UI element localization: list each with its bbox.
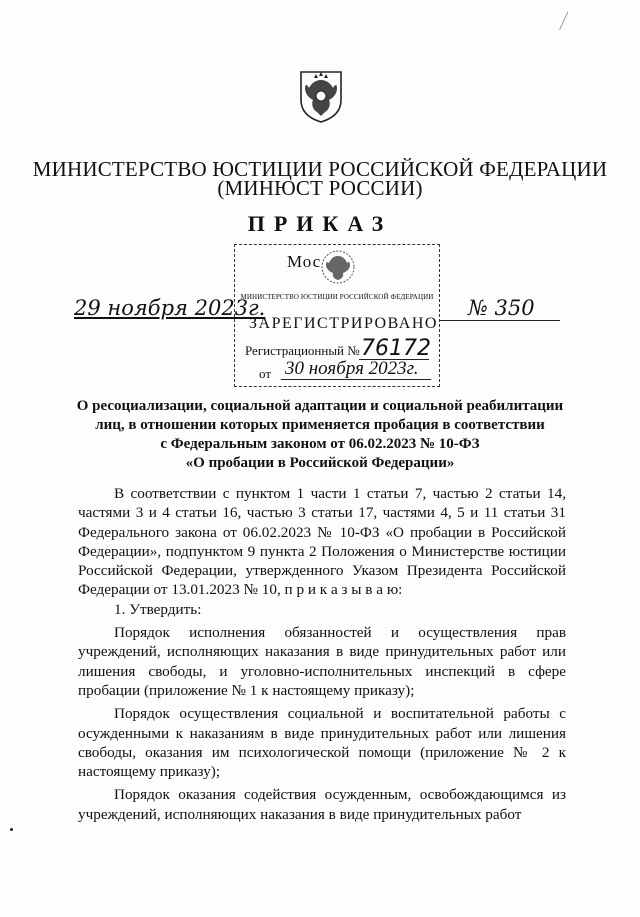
document-type: ПРИКАЗ <box>247 211 393 236</box>
seal-icon <box>318 248 358 286</box>
margin-dot <box>10 828 13 831</box>
order-body <box>78 484 566 824</box>
stamp-number-label: Регистрационный № <box>245 343 360 358</box>
stamp-organization: МИНИСТЕРСТВО ЮСТИЦИИ РОССИЙСКОЙ ФЕДЕРАЦИИ <box>240 293 434 301</box>
stamp-date-value: 30 ноября 2023г. <box>285 358 419 379</box>
order-date: 29 ноября 2023г. <box>74 296 266 320</box>
pen-mark <box>559 11 574 32</box>
number-underline <box>440 320 560 321</box>
list-item-paragraph: Порядок осуществления социальной и воспитательной работы с осужденными к наказаниям в виде принудительных работ или лишения свободы, оказания им психологической помощи (приложение № 2 к настоящему приказу); <box>78 705 566 781</box>
order-number: № 350 <box>468 296 535 320</box>
title-line: с Федеральным законом от 06.02.2023 № 10-ФЗ <box>160 436 480 452</box>
coat-of-arms-icon <box>297 70 345 124</box>
stamp-date-prefix: от <box>259 366 272 381</box>
ministry-short-name: (МИНЮСТ РОССИИ) <box>217 176 423 200</box>
title-line: О ресоциализации, социальной адаптации и социальной реабилитации <box>76 398 564 414</box>
registration-stamp <box>234 244 440 387</box>
ministry-name: МИНИСТЕРСТВО ЮСТИЦИИ РОССИЙСКОЙ ФЕДЕРАЦИИ <box>32 157 608 181</box>
list-item-paragraph: Порядок оказания содействия осужденным, освобождающимся из учреждений, исполняющих наказания в виде принудительных работ <box>78 786 566 823</box>
title-line: «О пробации в Российской Федерации» <box>185 455 455 471</box>
stamp-city: Мос <box>287 252 322 271</box>
preamble-paragraph: В соответствии с пунктом 1 части 1 статьи 7, частью 2 статьи 14, частями 3 и 4 статьи 16, частью 3 статьи 17, частями 4, 5 и 11 статьи 31 Федерального закона от 06.02.2023 № 10-ФЗ «О пробации в Российской Федерации», подпунктом 9 пункта 2 Положения о Министерстве юстиции Российской Федерации, утвержденного Указом Президента Российской Федерации от 13.01.2023 № 10, п р и к а з ы в а ю: <box>78 485 566 599</box>
order-title <box>60 397 580 473</box>
title-line: лиц, в отношении которых применяется пробация в соответствии <box>95 417 545 433</box>
list-item-paragraph: Порядок исполнения обязанностей и осуществления прав учреждений, исполняющих наказания в виде принудительных работ или лишения свободы, и уголовно-исполнительных инспекций в сфере пробации (приложение № 1 к настоящему приказу); <box>78 624 566 699</box>
stamp-number-value: 76172 <box>361 336 431 361</box>
clause-paragraph: 1. Утвердить: <box>114 600 202 618</box>
stamp-date-underline <box>281 379 431 380</box>
stamp-status: ЗАРЕГИСТРИРОВАНО <box>249 315 438 332</box>
